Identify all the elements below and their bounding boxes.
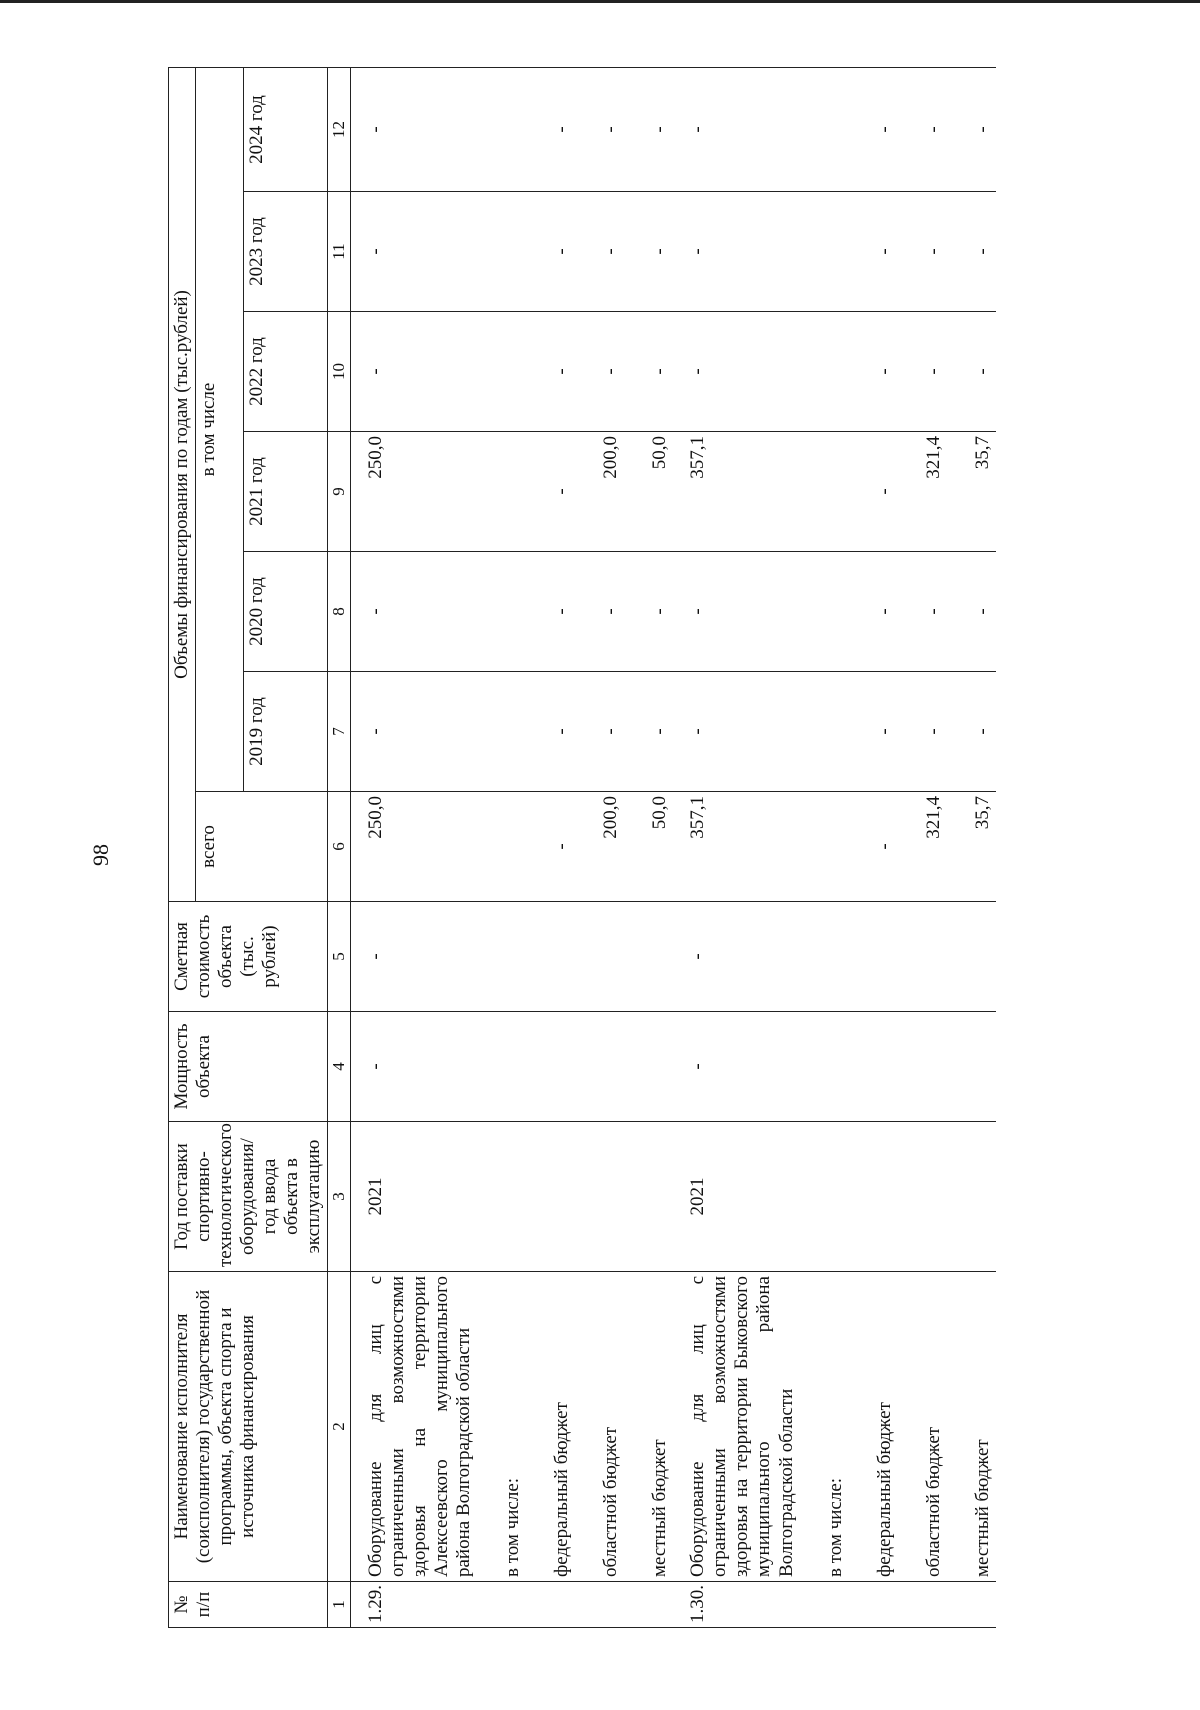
column-number: 7	[328, 672, 351, 792]
value-2024: -	[575, 68, 624, 192]
value-2019: -	[673, 672, 799, 792]
table-row	[673, 68, 799, 1628]
value-2022: -	[898, 312, 947, 432]
row-number: 1.30.	[673, 1582, 799, 1628]
column-number: 4	[328, 1012, 351, 1122]
table-row	[575, 68, 624, 1628]
including-label: в том числе:	[477, 1272, 526, 1582]
delivery-year: 2021	[351, 1122, 478, 1272]
capacity-value: -	[673, 1012, 799, 1122]
value-2019: -	[624, 672, 673, 792]
value-2023: -	[898, 192, 947, 312]
source-name: местный бюджет	[947, 1272, 996, 1582]
value-2023: -	[849, 192, 898, 312]
row-number: 1.29.	[351, 1582, 478, 1628]
value-2023: -	[526, 192, 575, 312]
estimated-cost: -	[351, 902, 478, 1012]
header-incl: в том числе	[196, 68, 244, 792]
value-2024: -	[849, 68, 898, 192]
column-number: 11	[328, 192, 351, 312]
table-row	[898, 68, 947, 1628]
value-2020: -	[673, 552, 799, 672]
table-row	[477, 68, 526, 1628]
header-col-cost: Сметная стоимость объекта (тыс. рублей)	[169, 902, 328, 1012]
value-2021: 357,1	[673, 432, 799, 552]
header-year-2021: 2021 год	[244, 432, 328, 552]
table-row	[624, 68, 673, 1628]
value-2019: -	[575, 672, 624, 792]
column-number: 12	[328, 68, 351, 192]
delivery-year: 2021	[673, 1122, 799, 1272]
value-2024: -	[673, 68, 799, 192]
value-2019: -	[849, 672, 898, 792]
column-number: 8	[328, 552, 351, 672]
value-2023: -	[947, 192, 996, 312]
value-2022: -	[673, 312, 799, 432]
value-2023: -	[575, 192, 624, 312]
value-2019: -	[898, 672, 947, 792]
value-2019: -	[351, 672, 478, 792]
value-2019: -	[947, 672, 996, 792]
header-total: всего	[196, 792, 328, 902]
total-value: 357,1	[673, 792, 799, 902]
object-name: Оборудование для лиц с ограниченными возможностями здоровья на территории Быковского муниципального района Волгоградской области	[673, 1272, 799, 1582]
value-2020: -	[947, 552, 996, 672]
header-year-2024: 2024 год	[244, 68, 328, 192]
value-2022: -	[575, 312, 624, 432]
header-financing-group: Объемы финансирования по годам (тыс.рублей)	[169, 68, 196, 902]
value-2023: -	[624, 192, 673, 312]
value-2019: -	[526, 672, 575, 792]
header-year-2020: 2020 год	[244, 552, 328, 672]
column-number: 5	[328, 902, 351, 1012]
value-2021: 50,0	[624, 432, 673, 552]
column-number: 10	[328, 312, 351, 432]
source-name: федеральный бюджет	[526, 1272, 575, 1582]
column-number: 3	[328, 1122, 351, 1272]
value-2023: -	[351, 192, 478, 312]
header-col-name: Наименование исполнителя (соисполнителя) государственной программы, объекта спорта и источника финансирования	[169, 1272, 328, 1582]
header-col-capacity: Мощность объекта	[169, 1012, 328, 1122]
value-2021: 250,0	[351, 432, 478, 552]
total-value: 50,0	[624, 792, 673, 902]
value-2024: -	[624, 68, 673, 192]
header-year-2022: 2022 год	[244, 312, 328, 432]
total-value: 200,0	[575, 792, 624, 902]
capacity-value: -	[351, 1012, 478, 1122]
table-row	[947, 68, 996, 1628]
column-number-row	[328, 68, 351, 1628]
value-2020: -	[849, 552, 898, 672]
total-value: -	[849, 792, 898, 902]
value-2021: 35,7	[947, 432, 996, 552]
total-value: 250,0	[351, 792, 478, 902]
value-2021: 200,0	[575, 432, 624, 552]
value-2020: -	[526, 552, 575, 672]
source-name: областной бюджет	[575, 1272, 624, 1582]
source-name: федеральный бюджет	[849, 1272, 898, 1582]
column-number: 9	[328, 432, 351, 552]
value-2021: -	[526, 432, 575, 552]
table-row	[849, 68, 898, 1628]
column-number: 1	[328, 1582, 351, 1628]
value-2020: -	[624, 552, 673, 672]
value-2022: -	[526, 312, 575, 432]
page-number: 98	[88, 844, 113, 866]
estimated-cost: -	[673, 902, 799, 1012]
column-number: 2	[328, 1272, 351, 1582]
source-name: областной бюджет	[898, 1272, 947, 1582]
financing-table	[168, 67, 996, 1628]
value-2022: -	[624, 312, 673, 432]
object-name: Оборудование для лиц с ограниченными возможностями здоровья на территории Алексеевского муниципального района Волгоградской области	[351, 1272, 478, 1582]
value-2022: -	[351, 312, 478, 432]
table-row	[526, 68, 575, 1628]
value-2022: -	[947, 312, 996, 432]
header-year-2019: 2019 год	[244, 672, 328, 792]
header-col-num: № п/п	[169, 1582, 328, 1628]
including-label: в том числе:	[800, 1272, 849, 1582]
value-2020: -	[575, 552, 624, 672]
value-2020: -	[898, 552, 947, 672]
table-row	[351, 68, 478, 1628]
value-2020: -	[351, 552, 478, 672]
value-2024: -	[947, 68, 996, 192]
value-2024: -	[351, 68, 478, 192]
value-2021: 321,4	[898, 432, 947, 552]
value-2023: -	[673, 192, 799, 312]
value-2021: -	[849, 432, 898, 552]
table-row	[800, 68, 849, 1628]
total-value: 321,4	[898, 792, 947, 902]
source-name: местный бюджет	[624, 1272, 673, 1582]
value-2024: -	[526, 68, 575, 192]
column-number: 6	[328, 792, 351, 902]
total-value: -	[526, 792, 575, 902]
total-value: 35,7	[947, 792, 996, 902]
value-2024: -	[898, 68, 947, 192]
header-col-year: Год поставки спортивно-технологического оборудования/ год ввода объекта в эксплуатацию	[169, 1122, 328, 1272]
value-2022: -	[849, 312, 898, 432]
header-year-2023: 2023 год	[244, 192, 328, 312]
